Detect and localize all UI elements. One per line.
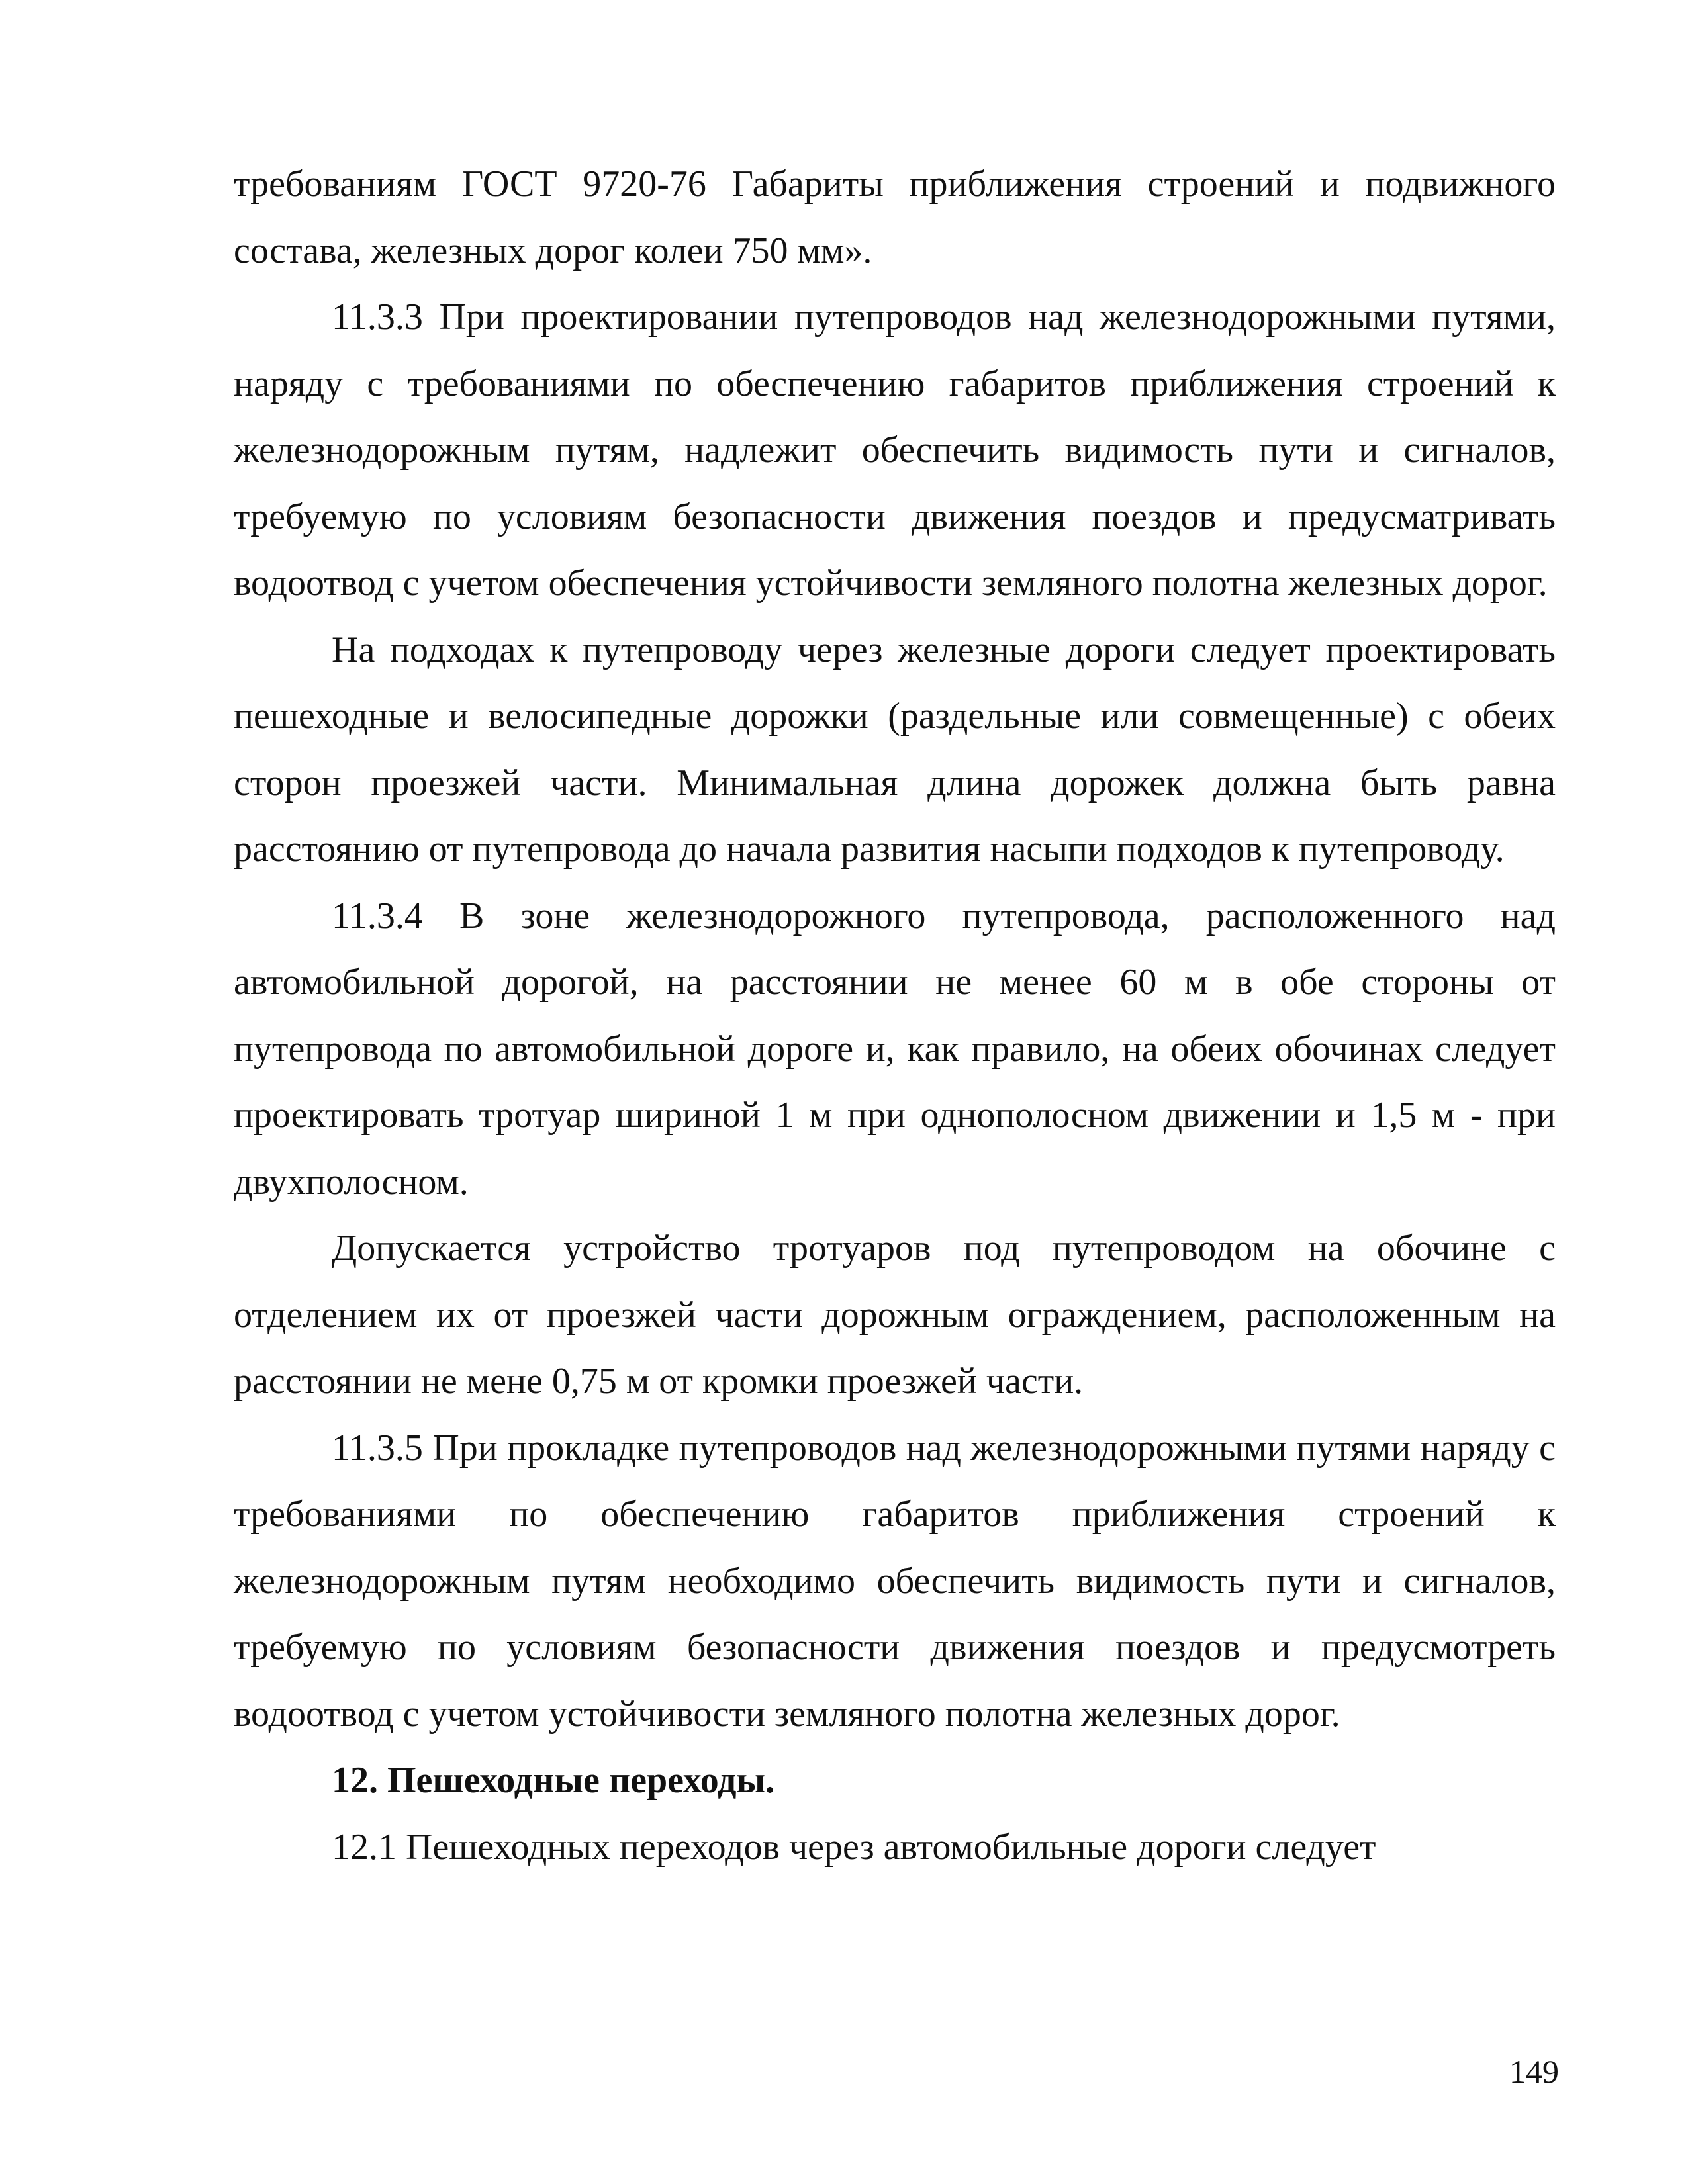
paragraph-11-3-4: 11.3.4 В зоне железнодорожного путепровода, расположенного над автомобильной дорогой, на расстоянии не менее 60 м в обе стороны от путепровода по автомобильной дороге и, как правило, на обеих обочинах следует проектировать тротуар шириной 1 м при однополосном движении и 1,5 м - при двухполосном. xyxy=(234,895,1556,1203)
paragraph-11-3-3: 11.3.3 При проектировании путепроводов над железнодорожными путями, наряду с требованиями по обеспечению габаритов приближения строений к железнодорожным путям, надлежит обеспечить видимость пути и сигналов, требуемую по условиям безопасности движения поездов и предусматривать водоотвод с учетом обеспечения устойчивости земляного полотна железных дорог. xyxy=(234,296,1556,604)
paragraph-approaches: На подходах к путепроводу через железные дороги следует проектировать пешеходные и велосипедные дорожки (раздельные или совмещенные) с обеих сторон проезжей части. Минимальная длина дорожек должна быть равна расстоянию от путепровода до начала развития насыпи подходов к путепроводу. xyxy=(234,629,1556,870)
document-page xyxy=(234,151,1556,1880)
section-heading-12: 12. Пешеходные переходы. xyxy=(332,1760,775,1801)
paragraph-sidewalks: Допускается устройство тротуаров под путепроводом на обочине с отделением их от проезжей части дорожным ограждением, расположенным на расстоянии не мене 0,75 м от кромки проезжей части. xyxy=(234,1228,1556,1402)
paragraph-12-1: 12.1 Пешеходных переходов через автомобильные дороги следует xyxy=(332,1826,1376,1868)
page-number: 149 xyxy=(1509,2053,1559,2090)
paragraph-11-3-5: 11.3.5 При прокладке путепроводов над железнодорожными путями наряду с требованиями по обеспечению габаритов приближения строений к железнодорожным путям необходимо обеспечить видимость пути и сигналов, требуемую по условиям безопасности движения поездов и предусмотреть водоотвод с учетом устойчивости земляного полотна железных дорог. xyxy=(234,1427,1556,1735)
paragraph-continuation: требованиям ГОСТ 9720-76 Габариты приближения строений и подвижного состава, железных дорог колеи 750 мм». xyxy=(234,163,1556,271)
